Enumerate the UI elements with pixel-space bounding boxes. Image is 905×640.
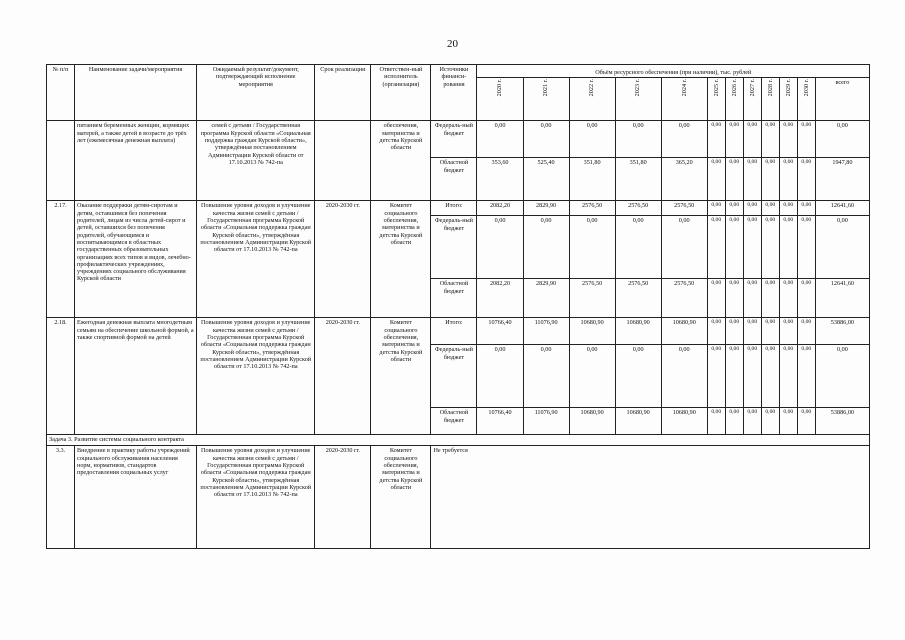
year-value: 351,80 bbox=[569, 158, 615, 201]
row-number: 2.17. bbox=[47, 201, 75, 318]
executor: Комитет социального обеспечения, материнства и детства Курской области bbox=[371, 318, 431, 435]
year-value: 11076,90 bbox=[523, 318, 569, 345]
year-value: 0,00 bbox=[797, 318, 815, 345]
year-value: 11076,90 bbox=[523, 408, 569, 435]
header-total: всего bbox=[815, 78, 869, 121]
year-value: 0,00 bbox=[797, 408, 815, 435]
year-value: 0,00 bbox=[523, 216, 569, 279]
year-value: 0,00 bbox=[707, 318, 725, 345]
task-name: Оказание поддержки детям-сиротам и детям, оставшимся без попечения родителей, лицам из числа детей-сирот и детей, оставшихся без попечения родителей, обучающимся и воспитывающимся в областных государственных образовательных организациях всех типов и видов, лечебно-профилактических учреждениях, учреждениях социального обслуживания Курской области bbox=[75, 201, 197, 318]
year-value: 0,00 bbox=[761, 158, 779, 201]
year-header: 2027 г. bbox=[743, 78, 761, 121]
expected-result: Повышение уровня доходов и улучшение качества жизни семей с детьми / Государственная программа Курской области «Социальная поддержка граждан Курской области», утверждённая постановлением Администрации Курской области от 17.10.2013 № 742-па bbox=[197, 201, 315, 318]
expected-result: семей с детьми / Государственная программа Курской области «Социальная поддержка граждан Курской области», утверждённая постановлением Администрации Курской области от 17.10.2013 № 742-па bbox=[197, 121, 315, 201]
year-value: 0,00 bbox=[569, 121, 615, 158]
header-result: Ожидаемый результат/документ, подтверждающий исполнение мероприятия bbox=[197, 65, 315, 121]
header-name: Наименование задачи/мероприятия bbox=[75, 65, 197, 121]
executor: обеспечения, материнства и детства Курской области bbox=[371, 121, 431, 201]
total-value: 53886,00 bbox=[815, 408, 869, 435]
year-value: 10680,90 bbox=[615, 408, 661, 435]
total-value: 1947,80 bbox=[815, 158, 869, 201]
year-value: 0,00 bbox=[725, 279, 743, 318]
year-value: 2829,90 bbox=[523, 279, 569, 318]
funding-source: Областной бюджет bbox=[431, 158, 477, 201]
year-value: 2576,50 bbox=[615, 279, 661, 318]
year-value: 0,00 bbox=[761, 345, 779, 408]
year-value: 0,00 bbox=[761, 408, 779, 435]
year-value: 0,00 bbox=[797, 345, 815, 408]
year-value: 0,00 bbox=[615, 345, 661, 408]
year-value: 0,00 bbox=[725, 318, 743, 345]
expected-result: Повышение уровня доходов и улучшение качества жизни семей с детьми / Государственная программа Курской области «Социальная поддержка граждан Курской области», утверждённая постановлением Администрации Курской области от 17.10.2013 № 742-па bbox=[197, 446, 315, 549]
header-period: Срок реализации bbox=[315, 65, 371, 121]
year-value: 0,00 bbox=[743, 318, 761, 345]
year-value: 0,00 bbox=[779, 216, 797, 279]
year-value: 0,00 bbox=[477, 216, 523, 279]
task-name: Ежегодная денежная выплата многодетным семьям на обеспечение школьной формой, а также спортивной формой на детей bbox=[75, 318, 197, 435]
year-value: 353,60 bbox=[477, 158, 523, 201]
row-number: 2.18. bbox=[47, 318, 75, 435]
year-value: 0,00 bbox=[707, 201, 725, 216]
year-value: 2576,50 bbox=[569, 201, 615, 216]
row-number: 3.3. bbox=[47, 446, 75, 549]
table-row bbox=[47, 201, 870, 216]
year-value: 0,00 bbox=[779, 279, 797, 318]
period bbox=[315, 121, 371, 201]
header-row-1 bbox=[47, 65, 870, 78]
task-heading: Задача 3. Развитие системы социального контракта bbox=[47, 435, 870, 446]
budget-table bbox=[46, 64, 870, 549]
total-value: 12641,60 bbox=[815, 201, 869, 216]
year-value: 10680,90 bbox=[569, 408, 615, 435]
year-value: 0,00 bbox=[779, 201, 797, 216]
year-value: 365,20 bbox=[661, 158, 707, 201]
year-value: 0,00 bbox=[761, 201, 779, 216]
year-value: 0,00 bbox=[725, 408, 743, 435]
year-header: 2021 г. bbox=[523, 78, 569, 121]
header-volume: Объём ресурсного обеспечения (при наличии), тыс. рублей bbox=[477, 65, 870, 78]
year-value: 0,00 bbox=[725, 345, 743, 408]
year-value: 10680,90 bbox=[661, 408, 707, 435]
year-value: 0,00 bbox=[743, 121, 761, 158]
year-value: 0,00 bbox=[661, 216, 707, 279]
year-value: 0,00 bbox=[523, 345, 569, 408]
year-value: 0,00 bbox=[761, 318, 779, 345]
year-header: 2028 г. bbox=[761, 78, 779, 121]
year-value: 0,00 bbox=[707, 408, 725, 435]
year-value: 0,00 bbox=[761, 279, 779, 318]
year-value: 2082,20 bbox=[477, 279, 523, 318]
year-value: 0,00 bbox=[569, 345, 615, 408]
year-value: 0,00 bbox=[779, 345, 797, 408]
table-row bbox=[47, 318, 870, 345]
year-value: 0,00 bbox=[797, 121, 815, 158]
year-value: 0,00 bbox=[725, 121, 743, 158]
year-value: 0,00 bbox=[779, 121, 797, 158]
header-executor: Ответствен-ный исполнитель (организация) bbox=[371, 65, 431, 121]
funding-source: Областной бюджет bbox=[431, 408, 477, 435]
year-value: 2829,90 bbox=[523, 201, 569, 216]
year-value: 0,00 bbox=[779, 408, 797, 435]
total-value: 53886,00 bbox=[815, 318, 869, 345]
funding-source: Областной бюджет bbox=[431, 279, 477, 318]
year-value: 0,00 bbox=[725, 216, 743, 279]
executor: Комитет социального обеспечения, материнства и детства Курской области bbox=[371, 446, 431, 549]
year-header: 2022 г. bbox=[569, 78, 615, 121]
page-number: 20 bbox=[447, 38, 458, 50]
year-value: 2576,50 bbox=[569, 279, 615, 318]
expected-result: Повышение уровня доходов и улучшение качества жизни семей с детьми / Государственная программа Курской области «Социальная поддержка граждан Курской области», утверждённая постановлением Администрации Курской области от 17.10.2013 № 742-па bbox=[197, 318, 315, 435]
not-required-note: Не требуется bbox=[431, 446, 870, 549]
year-value: 0,00 bbox=[761, 216, 779, 279]
year-value: 0,00 bbox=[743, 279, 761, 318]
year-value: 0,00 bbox=[707, 158, 725, 201]
year-value: 0,00 bbox=[477, 345, 523, 408]
year-header: 2024 г. bbox=[661, 78, 707, 121]
year-value: 0,00 bbox=[797, 216, 815, 279]
header-source: Источники финанси-рования bbox=[431, 65, 477, 121]
task-name: питанием беременных женщин, кормящих матерей, а также детей в возрасте до трёх лет (ежемесячная денежная выплата) bbox=[75, 121, 197, 201]
year-value: 10766,40 bbox=[477, 408, 523, 435]
year-value: 2576,50 bbox=[661, 279, 707, 318]
period: 2020-2030 гг. bbox=[315, 318, 371, 435]
header-no: № п/п bbox=[47, 65, 75, 121]
year-value: 0,00 bbox=[743, 345, 761, 408]
year-value: 0,00 bbox=[743, 158, 761, 201]
year-value: 0,00 bbox=[569, 216, 615, 279]
year-value: 2576,50 bbox=[661, 201, 707, 216]
year-value: 0,00 bbox=[707, 216, 725, 279]
funding-source: Федераль-ный бюджет bbox=[431, 216, 477, 279]
period: 2020-2030 гг. bbox=[315, 201, 371, 318]
year-header: 2020 г. bbox=[477, 78, 523, 121]
year-header: 2026 г. bbox=[725, 78, 743, 121]
year-value: 0,00 bbox=[779, 318, 797, 345]
year-value: 0,00 bbox=[725, 201, 743, 216]
executor: Комитет социального обеспечения, материнства и детства Курской области bbox=[371, 201, 431, 318]
year-header: 2023 г. bbox=[615, 78, 661, 121]
year-value: 0,00 bbox=[743, 216, 761, 279]
year-header: 2029 г. bbox=[779, 78, 797, 121]
funding-source: Федераль-ный бюджет bbox=[431, 345, 477, 408]
table-row bbox=[47, 446, 870, 549]
funding-source: Федераль-ный бюджет bbox=[431, 121, 477, 158]
task-heading-row bbox=[47, 435, 870, 446]
year-value: 0,00 bbox=[797, 201, 815, 216]
year-value: 10766,40 bbox=[477, 318, 523, 345]
total-value: 0,00 bbox=[815, 121, 869, 158]
year-value: 0,00 bbox=[779, 158, 797, 201]
year-value: 0,00 bbox=[707, 345, 725, 408]
table-row bbox=[47, 121, 870, 158]
total-value: 12641,60 bbox=[815, 279, 869, 318]
year-value: 0,00 bbox=[615, 121, 661, 158]
year-value: 10680,90 bbox=[615, 318, 661, 345]
year-value: 0,00 bbox=[615, 216, 661, 279]
year-value: 0,00 bbox=[707, 121, 725, 158]
funding-source: Итого: bbox=[431, 201, 477, 216]
year-value: 0,00 bbox=[761, 121, 779, 158]
year-value: 0,00 bbox=[797, 279, 815, 318]
year-value: 10680,90 bbox=[569, 318, 615, 345]
year-header: 2030 г. bbox=[797, 78, 815, 121]
year-value: 2082,20 bbox=[477, 201, 523, 216]
period: 2020-2030 гг. bbox=[315, 446, 371, 549]
total-value: 0,00 bbox=[815, 216, 869, 279]
year-value: 0,00 bbox=[661, 345, 707, 408]
year-value: 0,00 bbox=[707, 279, 725, 318]
year-header: 2025 г. bbox=[707, 78, 725, 121]
year-value: 0,00 bbox=[743, 201, 761, 216]
year-value: 0,00 bbox=[477, 121, 523, 158]
year-value: 0,00 bbox=[797, 158, 815, 201]
year-value: 525,40 bbox=[523, 158, 569, 201]
year-value: 10680,90 bbox=[661, 318, 707, 345]
year-value: 2576,50 bbox=[615, 201, 661, 216]
task-name: Внедрение в практику работы учреждений социального обслуживания населения норм, нормативов, стандартов предоставления социальных услуг bbox=[75, 446, 197, 549]
funding-source: Итого: bbox=[431, 318, 477, 345]
total-value: 0,00 bbox=[815, 345, 869, 408]
row-number bbox=[47, 121, 75, 201]
year-value: 351,80 bbox=[615, 158, 661, 201]
year-value: 0,00 bbox=[523, 121, 569, 158]
year-value: 0,00 bbox=[661, 121, 707, 158]
year-value: 0,00 bbox=[725, 158, 743, 201]
year-value: 0,00 bbox=[743, 408, 761, 435]
